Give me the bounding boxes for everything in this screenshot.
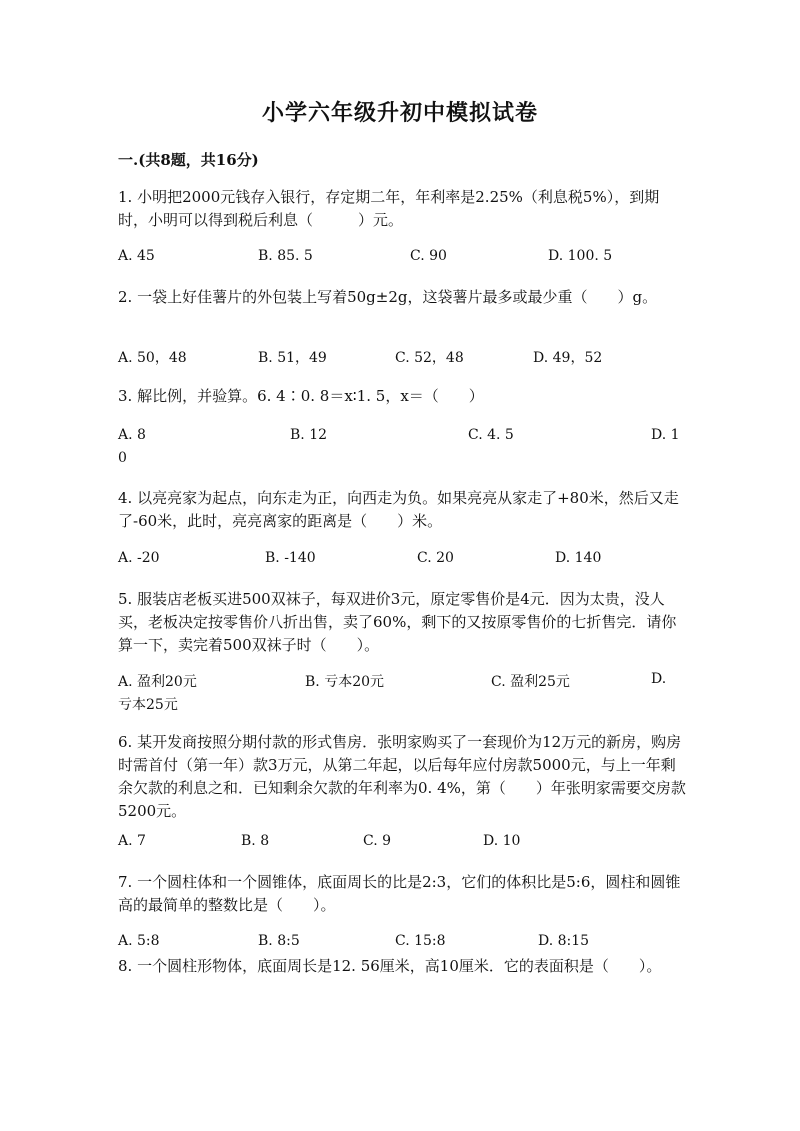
question-1-options xyxy=(118,248,698,271)
option-a: A. 7 xyxy=(118,833,146,849)
question-4-options xyxy=(118,550,698,573)
option-b: B. 亏本20元 xyxy=(305,674,385,690)
option-d: D. 8:15 xyxy=(538,933,590,949)
option-b: B. 8:5 xyxy=(258,933,300,949)
option-d: D. 1 xyxy=(651,427,680,443)
option-a: A. 8 xyxy=(118,427,146,443)
option-d: D. 49，52 xyxy=(533,350,603,366)
option-b: B. 51，49 xyxy=(258,350,327,366)
question-2: 2. 一袋上好佳薯片的外包装上写着50g±2g，这袋薯片最多或最少重（ ）g。 xyxy=(118,288,658,306)
option-c: C. 52，48 xyxy=(395,350,464,366)
question-3-options xyxy=(118,427,698,473)
option-a: A. 45 xyxy=(118,248,155,264)
question-5-options xyxy=(118,671,698,717)
question-7: 7. 一个圆柱体和一个圆锥体，底面周长的比是2:3，它们的体积比是5:6，圆柱和圆锥高的最简单的整数比是（ ）。 xyxy=(118,873,681,914)
option-b: B. -140 xyxy=(265,550,316,566)
question-7-options xyxy=(118,933,698,956)
question-8: 8. 一个圆柱形物体，底面周长是12. 56厘米，高10厘米．它的表面积是（ ）。 xyxy=(118,957,662,975)
question-4: 4. 以亮亮家为起点，向东走为正，向西走为负。如果亮亮从家走了+80米，然后又走了-60米，此时，亮亮离家的距离是（ ）米。 xyxy=(118,489,679,530)
option-d: D. 10 xyxy=(483,833,521,849)
section-heading: 一.(共8题，共16分) xyxy=(118,151,259,169)
option-c: C. 9 xyxy=(363,833,392,849)
option-c: C. 盈利25元 xyxy=(491,674,570,690)
option-d-wrap: 0 xyxy=(118,450,127,466)
option-b: B. 85. 5 xyxy=(258,248,313,264)
option-a: A. 50，48 xyxy=(118,350,187,366)
option-c: C. 15:8 xyxy=(395,933,446,949)
question-5: 5. 服装店老板买进500双袜子，每双进价3元，原定零售价是4元．因为太贵，没人买，老板决定按零售价八折出售，卖了60%，剩下的又按原零售价的七折售完．请你算一下，卖完着500双袜子时（ ）。 xyxy=(118,590,677,654)
option-d: D. 140 xyxy=(555,550,602,566)
option-d-wrap: 亏本25元 xyxy=(118,697,178,713)
question-6-options xyxy=(118,833,698,856)
option-d: D. xyxy=(651,671,667,687)
option-c: C. 4. 5 xyxy=(468,427,514,443)
question-1: 1. 小明把2000元钱存入银行，存定期二年，年利率是2.25%（利息税5%），到期时，小明可以得到税后利息（ ）元。 xyxy=(118,188,660,229)
option-a: A. 5:8 xyxy=(118,933,160,949)
option-a: A. -20 xyxy=(118,550,160,566)
option-b: B. 12 xyxy=(290,427,328,443)
question-3: 3. 解比例，并验算。6. 4∶0. 8＝x∶1. 5，x＝（ ） xyxy=(118,387,484,405)
option-d: D. 100. 5 xyxy=(548,248,613,264)
option-c: C. 90 xyxy=(410,248,447,264)
page-title: 小学六年级升初中模拟试卷 xyxy=(261,100,538,126)
option-c: C. 20 xyxy=(417,550,454,566)
question-6: 6. 某开发商按照分期付款的形式售房．张明家购买了一套现价为12万元的新房，购房时需首付（第一年）款3万元，从第二年起，以后每年应付房款5000元，与上一年剩余欠款的利息之和．已知剩余欠款的年利率为0. 4%，第（ ）年张明家需要交房款5200元。 xyxy=(118,733,686,820)
option-b: B. 8 xyxy=(241,833,270,849)
question-2-options xyxy=(118,347,698,370)
option-a: A. 盈利20元 xyxy=(118,674,197,690)
